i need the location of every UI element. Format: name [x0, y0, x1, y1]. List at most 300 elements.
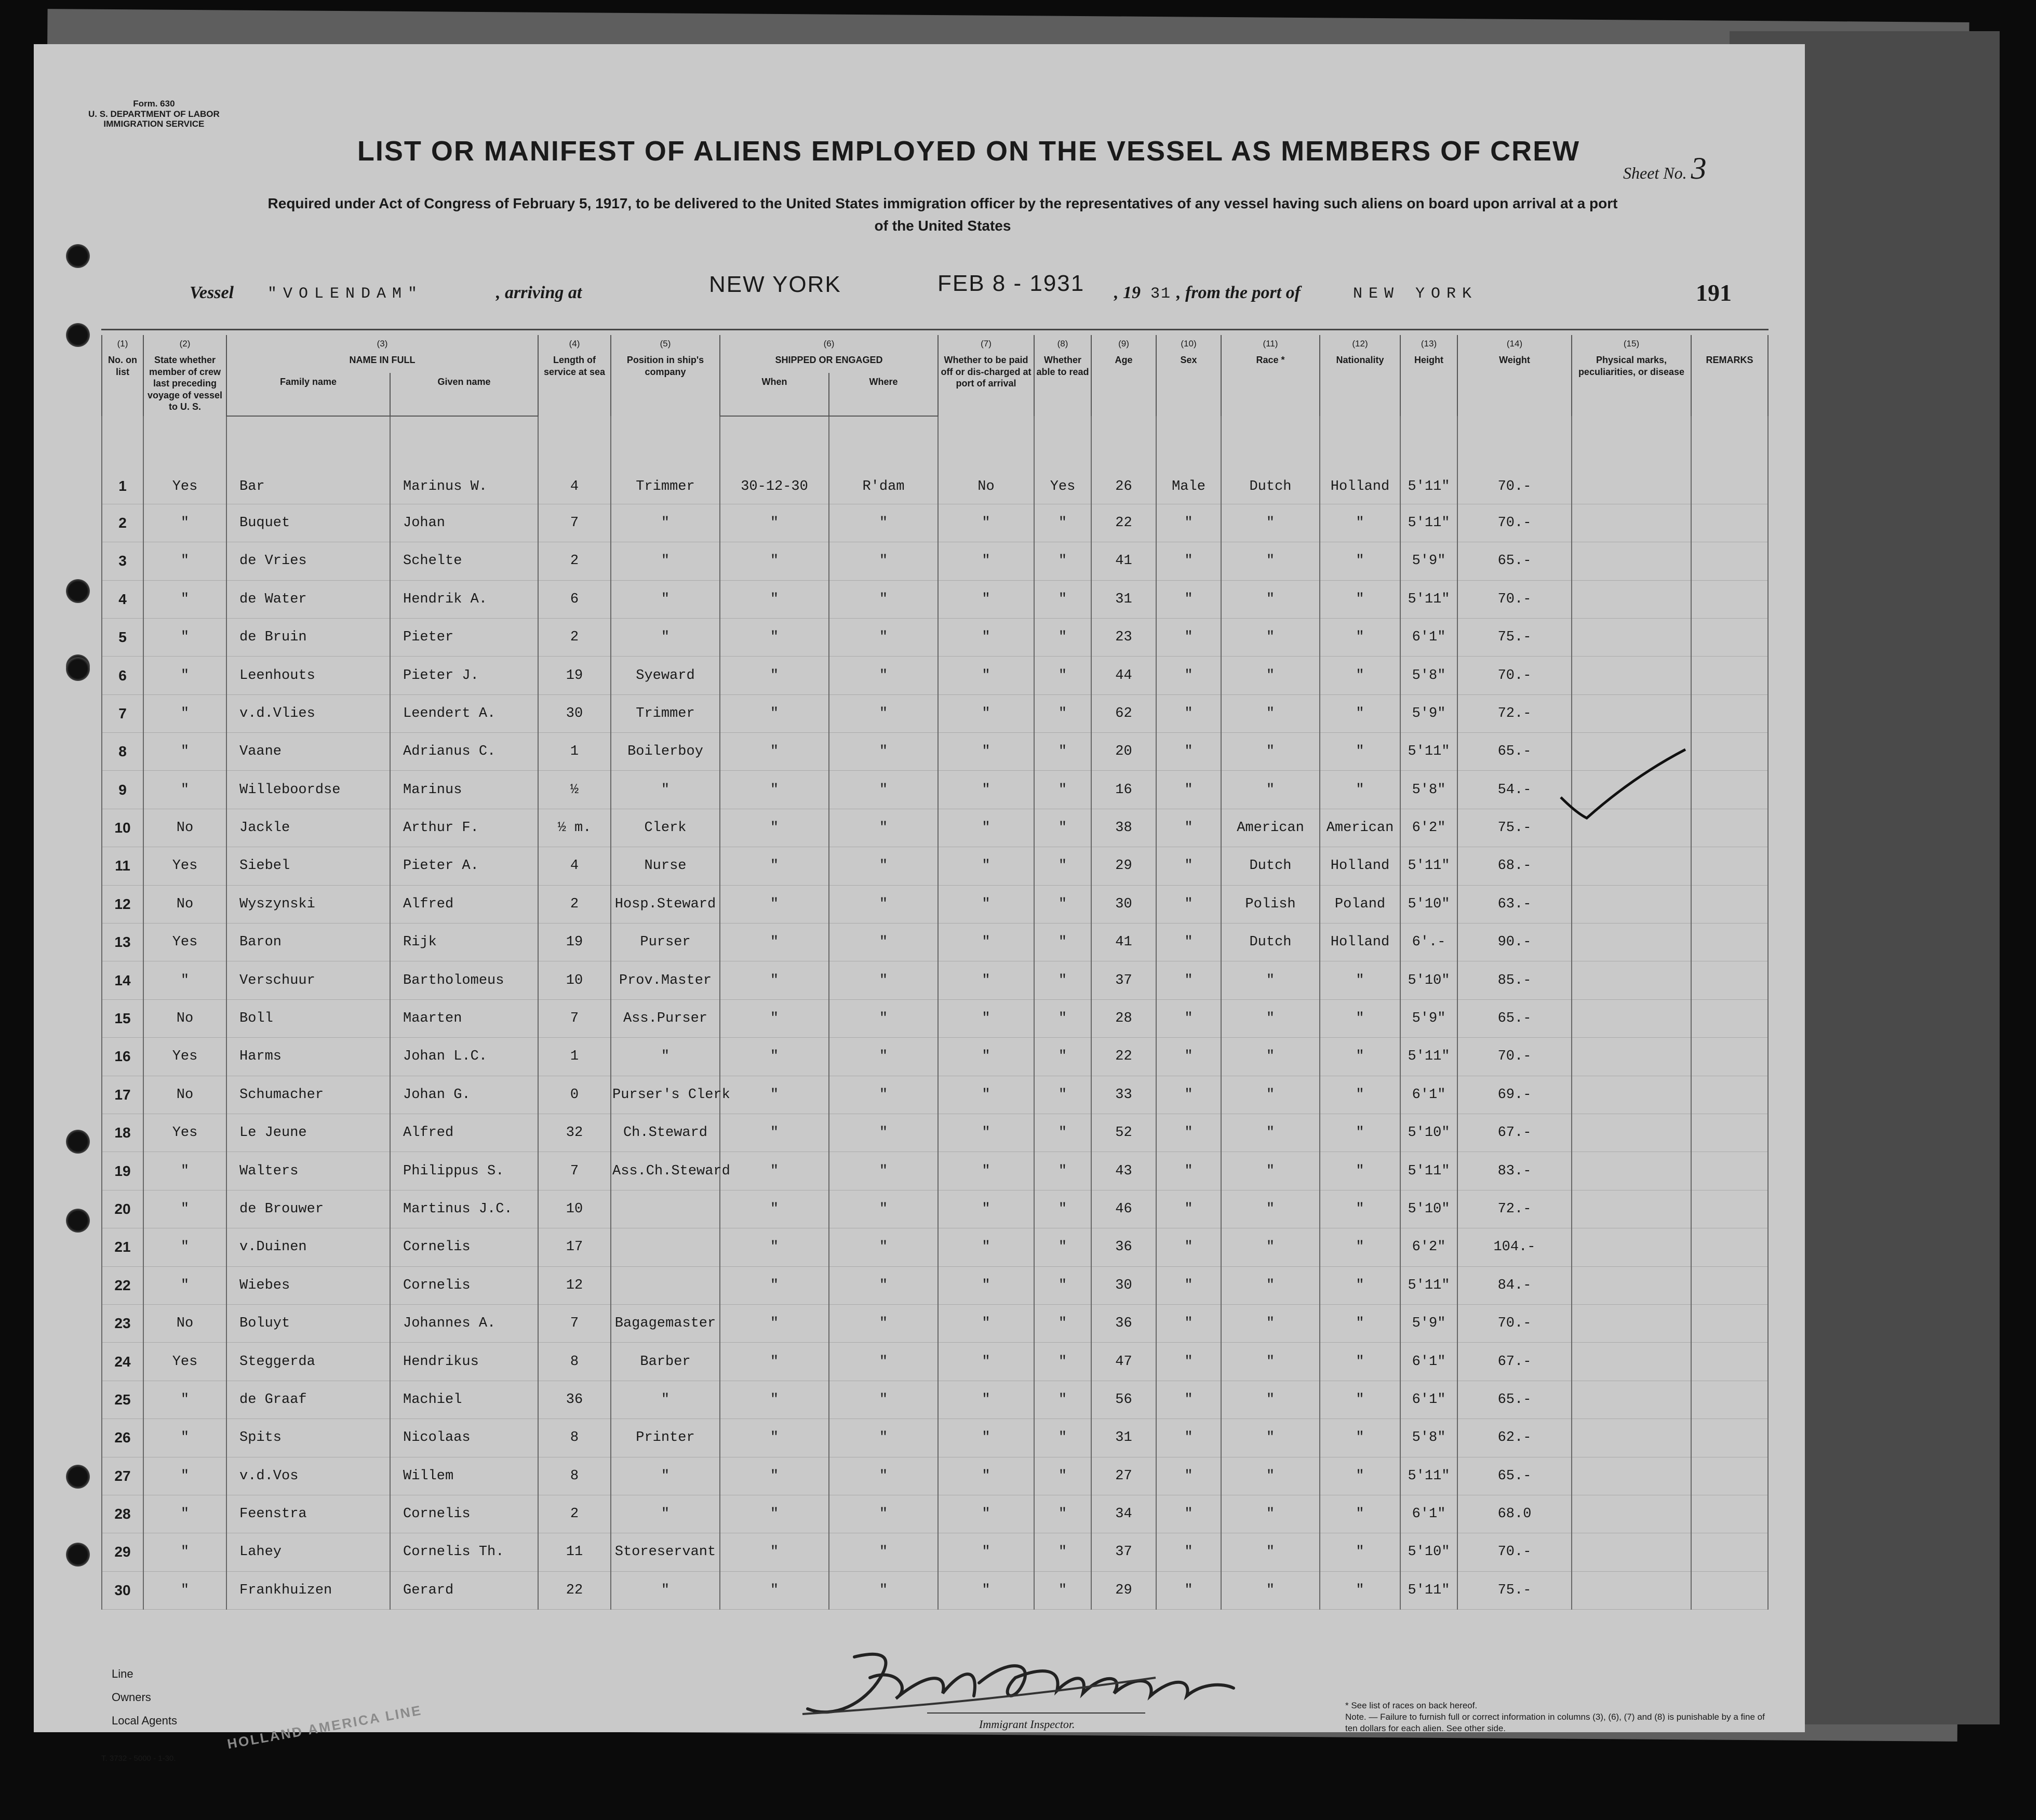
sex: " — [1156, 1152, 1221, 1190]
given-name: Marinus — [390, 771, 538, 809]
remarks — [1691, 1266, 1768, 1304]
shipped-where: " — [829, 961, 938, 999]
age: 33 — [1091, 1076, 1156, 1114]
age: 31 — [1091, 1419, 1156, 1457]
family-name: Willeboordse — [226, 771, 390, 809]
last-voyage-state: No — [143, 999, 226, 1037]
shipped-when: " — [720, 1114, 829, 1152]
race: " — [1221, 1571, 1320, 1609]
paid-off: " — [938, 961, 1034, 999]
col-num-9: (9) — [1091, 335, 1156, 351]
position — [611, 1228, 720, 1266]
race: " — [1221, 542, 1320, 580]
paid-off: " — [938, 733, 1034, 771]
position: Nurse — [611, 847, 720, 885]
weight: 70.- — [1457, 1038, 1572, 1076]
remarks — [1691, 1190, 1768, 1228]
position: Purser's Clerk — [611, 1076, 720, 1114]
age: 31 — [1091, 580, 1156, 618]
given-name: Cornelis — [390, 1228, 538, 1266]
able-to-read: " — [1034, 924, 1091, 961]
position: Printer — [611, 1419, 720, 1457]
punch-hole — [66, 244, 90, 268]
physical-marks — [1572, 657, 1691, 694]
paid-off: " — [938, 657, 1034, 694]
family-name: de Vries — [226, 542, 390, 580]
shipped-where: " — [829, 1304, 938, 1342]
row-number: 29 — [102, 1533, 143, 1571]
shipped-where: " — [829, 1114, 938, 1152]
weight: 70.- — [1457, 416, 1572, 504]
col-num-12: (12) — [1320, 335, 1400, 351]
position — [611, 1266, 720, 1304]
length-of-service: 32 — [538, 1114, 611, 1152]
given-name: Nicolaas — [390, 1419, 538, 1457]
age: 29 — [1091, 1571, 1156, 1609]
header-where: Where — [829, 373, 938, 416]
physical-marks — [1572, 885, 1691, 923]
shipped-when: " — [720, 542, 829, 580]
last-voyage-state: No — [143, 885, 226, 923]
last-voyage-state: " — [143, 1228, 226, 1266]
table-row — [102, 1190, 1768, 1228]
shipped-where: " — [829, 1152, 938, 1190]
header-rule — [101, 329, 1769, 330]
race: " — [1221, 961, 1320, 999]
physical-marks — [1572, 618, 1691, 656]
paid-off: " — [938, 1076, 1034, 1114]
nationality: Holland — [1320, 924, 1400, 961]
header-read: Whether able to read — [1034, 351, 1091, 416]
table-row — [102, 1457, 1768, 1495]
position: Trimmer — [611, 694, 720, 732]
table-row — [102, 504, 1768, 542]
paid-off: " — [938, 1457, 1034, 1495]
position: Syeward — [611, 657, 720, 694]
last-voyage-state: " — [143, 1190, 226, 1228]
position: " — [611, 1457, 720, 1495]
row-number: 23 — [102, 1304, 143, 1342]
age: 46 — [1091, 1190, 1156, 1228]
position: Purser — [611, 924, 720, 961]
sex: " — [1156, 1571, 1221, 1609]
remarks — [1691, 542, 1768, 580]
paid-off: " — [938, 504, 1034, 542]
age: 27 — [1091, 1457, 1156, 1495]
table-row — [102, 1152, 1768, 1190]
nationality: " — [1320, 1381, 1400, 1418]
sex: " — [1156, 1190, 1221, 1228]
race: " — [1221, 1457, 1320, 1495]
row-number: 6 — [102, 657, 143, 694]
age: 22 — [1091, 1038, 1156, 1076]
row-number: 24 — [102, 1343, 143, 1381]
sex: " — [1156, 885, 1221, 923]
family-name: Walters — [226, 1152, 390, 1190]
last-voyage-state: " — [143, 542, 226, 580]
shipped-where: " — [829, 618, 938, 656]
able-to-read: " — [1034, 1571, 1091, 1609]
family-name: de Water — [226, 580, 390, 618]
weight: 65.- — [1457, 542, 1572, 580]
check-mark-icon — [1556, 745, 1691, 823]
sex: " — [1156, 924, 1221, 961]
given-name: Gerard — [390, 1571, 538, 1609]
row-number: 9 — [102, 771, 143, 809]
given-name: Johan — [390, 504, 538, 542]
able-to-read: " — [1034, 1457, 1091, 1495]
height: 6'2" — [1400, 1228, 1457, 1266]
sex: " — [1156, 1495, 1221, 1533]
subtitle-line-1: Required under Act of Congress of February 5, 1917, to be delivered to the United States immigration officer by the representatives of any vessel having such aliens on board upon arrival at a port — [267, 195, 1618, 211]
remarks — [1691, 1381, 1768, 1418]
height: 5'10" — [1400, 961, 1457, 999]
paid-off: " — [938, 1228, 1034, 1266]
service: IMMIGRATION SERVICE — [103, 119, 205, 129]
position: Ass.Ch.Steward — [611, 1152, 720, 1190]
race: Dutch — [1221, 847, 1320, 885]
shipped-where: " — [829, 1038, 938, 1076]
table-row — [102, 1571, 1768, 1609]
nationality: " — [1320, 771, 1400, 809]
age: 34 — [1091, 1495, 1156, 1533]
physical-marks — [1572, 504, 1691, 542]
height: 5'9" — [1400, 694, 1457, 732]
length-of-service: 8 — [538, 1419, 611, 1457]
shipped-where: " — [829, 1457, 938, 1495]
table-row — [102, 885, 1768, 923]
age: 38 — [1091, 809, 1156, 847]
family-name: Wiebes — [226, 1266, 390, 1304]
remarks — [1691, 1457, 1768, 1495]
weight: 83.- — [1457, 1152, 1572, 1190]
remarks — [1691, 961, 1768, 999]
length-of-service: 22 — [538, 1571, 611, 1609]
last-voyage-state: No — [143, 1304, 226, 1342]
paid-off: " — [938, 771, 1034, 809]
line-label: Line — [112, 1667, 133, 1680]
shipped-where: " — [829, 1076, 938, 1114]
position: Boilerboy — [611, 733, 720, 771]
race: " — [1221, 1304, 1320, 1342]
able-to-read: " — [1034, 847, 1091, 885]
weight: 70.- — [1457, 1304, 1572, 1342]
paid-off: " — [938, 542, 1034, 580]
length-of-service: 11 — [538, 1533, 611, 1571]
header-name-in-full: NAME IN FULL — [226, 351, 538, 373]
age: 16 — [1091, 771, 1156, 809]
physical-marks — [1572, 999, 1691, 1037]
position: Storeservant — [611, 1533, 720, 1571]
sheet-label: Sheet No. — [1623, 164, 1687, 182]
year-suffix: 31 — [1150, 285, 1172, 303]
last-voyage-state: No — [143, 1076, 226, 1114]
form-number: Form. 630 — [133, 99, 175, 109]
sex: " — [1156, 1533, 1221, 1571]
length-of-service: 2 — [538, 885, 611, 923]
race: " — [1221, 1495, 1320, 1533]
paid-off: " — [938, 885, 1034, 923]
shipped-where: " — [829, 1343, 938, 1381]
header-no: No. on list — [102, 351, 143, 416]
height: 6'2" — [1400, 809, 1457, 847]
able-to-read: " — [1034, 694, 1091, 732]
table-row — [102, 1381, 1768, 1418]
shipped-when: " — [720, 1228, 829, 1266]
row-number: 26 — [102, 1419, 143, 1457]
last-voyage-state: " — [143, 1381, 226, 1418]
arriving-port-stamp: NEW YORK — [709, 272, 841, 297]
table-row — [102, 657, 1768, 694]
physical-marks — [1572, 416, 1691, 504]
family-name: Le Jeune — [226, 1114, 390, 1152]
table-row — [102, 1114, 1768, 1152]
age: 47 — [1091, 1343, 1156, 1381]
header-weight: Weight — [1457, 351, 1572, 416]
race: " — [1221, 1266, 1320, 1304]
height: 5'11" — [1400, 1266, 1457, 1304]
header-age: Age — [1091, 351, 1156, 416]
row-number: 8 — [102, 733, 143, 771]
nationality: " — [1320, 999, 1400, 1037]
shipped-when: " — [720, 1190, 829, 1228]
shipped-where: " — [829, 1495, 938, 1533]
height: 5'11" — [1400, 580, 1457, 618]
position: Ass.Purser — [611, 999, 720, 1037]
length-of-service: ½ — [538, 771, 611, 809]
table-row — [102, 999, 1768, 1037]
given-name: Pieter — [390, 618, 538, 656]
able-to-read: " — [1034, 809, 1091, 847]
shipped-where: " — [829, 1266, 938, 1304]
family-name: Frankhuizen — [226, 1571, 390, 1609]
shipped-when: " — [720, 580, 829, 618]
weight: 67.- — [1457, 1343, 1572, 1381]
row-number: 4 — [102, 580, 143, 618]
family-name: Wyszynski — [226, 885, 390, 923]
shipped-where: " — [829, 1228, 938, 1266]
table-row — [102, 809, 1768, 847]
able-to-read: " — [1034, 1533, 1091, 1571]
weight: 65.- — [1457, 1381, 1572, 1418]
weight: 54.- — [1457, 771, 1572, 809]
remarks — [1691, 1304, 1768, 1342]
sex: " — [1156, 1266, 1221, 1304]
shipped-when: " — [720, 657, 829, 694]
race: " — [1221, 1419, 1320, 1457]
shipped-when: " — [720, 1571, 829, 1609]
last-voyage-state: No — [143, 809, 226, 847]
height: 6'1" — [1400, 1495, 1457, 1533]
physical-marks — [1572, 1076, 1691, 1114]
given-name: Leendert A. — [390, 694, 538, 732]
sex: " — [1156, 542, 1221, 580]
position: " — [611, 1571, 720, 1609]
race: " — [1221, 771, 1320, 809]
length-of-service: 4 — [538, 416, 611, 504]
given-name: Johan G. — [390, 1076, 538, 1114]
length-of-service: 19 — [538, 924, 611, 961]
able-to-read: " — [1034, 1343, 1091, 1381]
age: 30 — [1091, 885, 1156, 923]
header-given-name: Given name — [390, 373, 538, 416]
paid-off: " — [938, 999, 1034, 1037]
footer-labels — [112, 1662, 177, 1732]
nationality: " — [1320, 1495, 1400, 1533]
able-to-read: " — [1034, 504, 1091, 542]
paid-off: " — [938, 1152, 1034, 1190]
length-of-service: 19 — [538, 657, 611, 694]
shipped-when: " — [720, 999, 829, 1037]
shipped-where: " — [829, 1381, 938, 1418]
able-to-read: " — [1034, 885, 1091, 923]
last-voyage-state: Yes — [143, 1114, 226, 1152]
shipped-when: " — [720, 1152, 829, 1190]
form-identifier — [88, 99, 220, 129]
punch-hole — [66, 579, 90, 603]
paid-off: " — [938, 1038, 1034, 1076]
table-row — [102, 1533, 1768, 1571]
arriving-label: , arriving at — [496, 283, 582, 302]
weight: 72.- — [1457, 694, 1572, 732]
last-voyage-state: " — [143, 771, 226, 809]
remarks — [1691, 1076, 1768, 1114]
row-number: 14 — [102, 961, 143, 999]
sex: " — [1156, 1114, 1221, 1152]
paid-off: " — [938, 1304, 1034, 1342]
shipped-when: " — [720, 618, 829, 656]
family-name: Lahey — [226, 1533, 390, 1571]
shipped-where: R'dam — [829, 416, 938, 504]
position: " — [611, 771, 720, 809]
last-voyage-state: " — [143, 694, 226, 732]
race: " — [1221, 694, 1320, 732]
last-voyage-state: " — [143, 618, 226, 656]
shipped-when: " — [720, 809, 829, 847]
race: " — [1221, 1190, 1320, 1228]
able-to-read: " — [1034, 999, 1091, 1037]
able-to-read: " — [1034, 961, 1091, 999]
shipped-when: " — [720, 924, 829, 961]
age: 44 — [1091, 657, 1156, 694]
nationality: " — [1320, 1343, 1400, 1381]
able-to-read: Yes — [1034, 416, 1091, 504]
physical-marks — [1572, 580, 1691, 618]
able-to-read: " — [1034, 618, 1091, 656]
remarks — [1691, 504, 1768, 542]
last-voyage-state: " — [143, 504, 226, 542]
local-agents-label: Local Agents — [112, 1714, 177, 1728]
length-of-service: 1 — [538, 733, 611, 771]
nationality: " — [1320, 657, 1400, 694]
sex: " — [1156, 847, 1221, 885]
race: Polish — [1221, 885, 1320, 923]
from-port: NEW YORK — [1353, 285, 1478, 303]
nationality: American — [1320, 809, 1400, 847]
nationality: Holland — [1320, 847, 1400, 885]
remarks — [1691, 809, 1768, 847]
weight: 84.- — [1457, 1266, 1572, 1304]
physical-marks — [1572, 924, 1691, 961]
table-row — [102, 1228, 1768, 1266]
height: 5'8" — [1400, 1419, 1457, 1457]
table-row — [102, 771, 1768, 809]
paid-off: " — [938, 1533, 1034, 1571]
remarks — [1691, 1495, 1768, 1533]
physical-marks — [1572, 694, 1691, 732]
family-name: Boluyt — [226, 1304, 390, 1342]
weight: 104.- — [1457, 1228, 1572, 1266]
col-num-3: (3) — [226, 335, 538, 351]
age: 56 — [1091, 1381, 1156, 1418]
header-remarks: REMARKS — [1691, 351, 1768, 416]
col-num-14: (14) — [1457, 335, 1572, 351]
shipped-when: " — [720, 1038, 829, 1076]
last-voyage-state: " — [143, 733, 226, 771]
height: 6'1" — [1400, 1381, 1457, 1418]
nationality: " — [1320, 618, 1400, 656]
sex: " — [1156, 1228, 1221, 1266]
age: 36 — [1091, 1304, 1156, 1342]
row-number: 20 — [102, 1190, 143, 1228]
height: 5'11" — [1400, 847, 1457, 885]
position: Prov.Master — [611, 961, 720, 999]
nationality: " — [1320, 1038, 1400, 1076]
shipped-where: " — [829, 580, 938, 618]
last-voyage-state: " — [143, 1571, 226, 1609]
position: " — [611, 504, 720, 542]
age: 36 — [1091, 1228, 1156, 1266]
sex: " — [1156, 694, 1221, 732]
row-number: 22 — [102, 1266, 143, 1304]
nationality: " — [1320, 542, 1400, 580]
given-name: Pieter J. — [390, 657, 538, 694]
sex: " — [1156, 1076, 1221, 1114]
age: 37 — [1091, 961, 1156, 999]
last-voyage-state: " — [143, 1419, 226, 1457]
shipped-when: " — [720, 1495, 829, 1533]
race: " — [1221, 1228, 1320, 1266]
paid-off: " — [938, 1266, 1034, 1304]
given-name: Maarten — [390, 999, 538, 1037]
able-to-read: " — [1034, 771, 1091, 809]
position: " — [611, 1495, 720, 1533]
vessel-line — [190, 271, 1774, 309]
sex: " — [1156, 771, 1221, 809]
given-name: Hendrik A. — [390, 580, 538, 618]
row-number: 13 — [102, 924, 143, 961]
last-voyage-state: " — [143, 1152, 226, 1190]
shipped-when: " — [720, 771, 829, 809]
race: " — [1221, 1343, 1320, 1381]
able-to-read: " — [1034, 1152, 1091, 1190]
shipped-when: " — [720, 847, 829, 885]
race: " — [1221, 1038, 1320, 1076]
shipped-where: " — [829, 504, 938, 542]
physical-marks — [1572, 542, 1691, 580]
physical-marks — [1572, 1114, 1691, 1152]
paid-off: No — [938, 416, 1034, 504]
sex: " — [1156, 1038, 1221, 1076]
physical-marks — [1572, 1457, 1691, 1495]
height: 5'10" — [1400, 1114, 1457, 1152]
table-row — [102, 1495, 1768, 1533]
position: Barber — [611, 1343, 720, 1381]
shipped-where: " — [829, 809, 938, 847]
row-number: 25 — [102, 1381, 143, 1418]
sex: " — [1156, 809, 1221, 847]
weight: 62.- — [1457, 1419, 1572, 1457]
